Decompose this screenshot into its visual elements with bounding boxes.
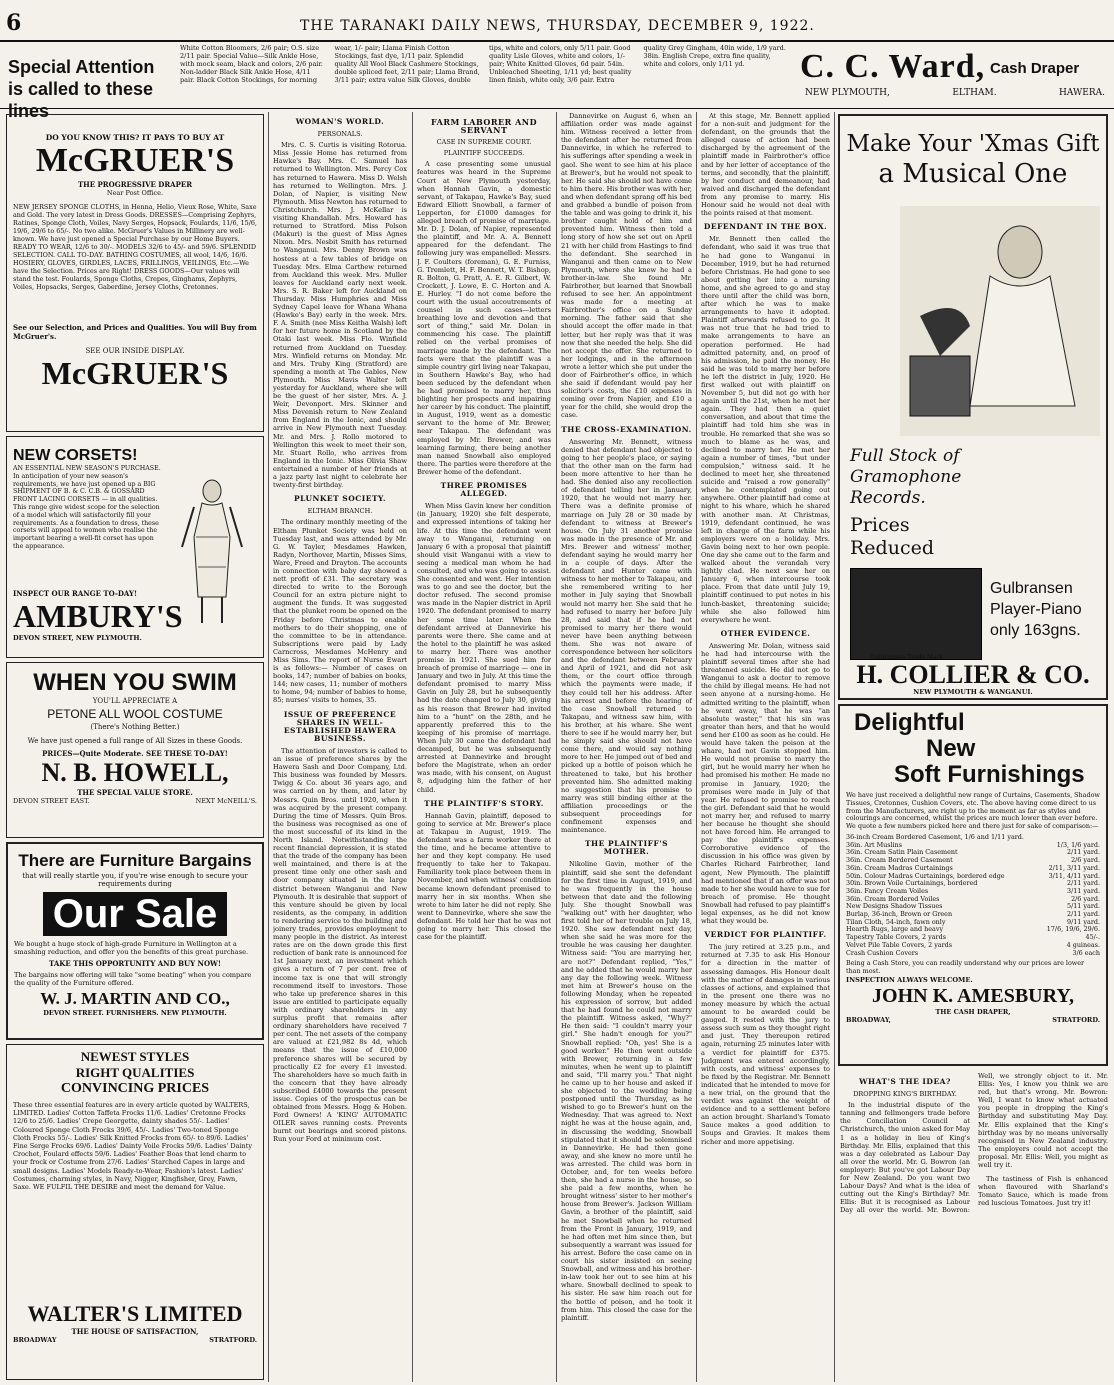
prices-line: Prices (850, 514, 910, 536)
corsets-body: AN ESSENTIAL NEW SEASON'S PURCHASE. In anticipation of your new season's requirements, we have just opened up a BIG SHIPMENT OF B. & C. C.B. & GOSSARD FRONT LACING CORSETS — in all qualities. This range give widest scope for the selection of a model which will satisfactorily fill your requirements. As a foundation to dress, these corsets will appeal to women who realise the important bearing a well-fit corset has upon the appearance. (13, 465, 161, 550)
ward-tagline: Cash Draper (990, 60, 1080, 77)
furniture-headline: There are Furniture Bargains (18, 851, 252, 870)
defendant-headline: DEFENDANT IN THE BOX. (703, 222, 828, 232)
banner-price-list: White Cotton Bloomers, 2/6 pair; O.S. size 2/11 pair. Special Value—Silk Ankle Hose, with mock seam, black and colors, 2/6 pair. Non-ladder Black Silk Ankle Hose, 4/11 pair. Black Cotton Stockings, for morning wear, 1/- pair; Llama Finish Cotton Stockings, fast dye, 1/11 pair. Splendid quality All Wool Black Cashmere Stockings, double spliced feet, 2/11 pair; Llama Brand, 3/11 pair; extra value Silk Gloves, double tips, white and colors, only 5/11 pair. Good quality Lisle Gloves, white and colors, 1/- pair; White Knitted Gloves, 6d pair. 54in. Unbleached Sheeting, 1/11 yd; best quality linen finish, white only, 3/6 pair. Extra quality Grey Gingham, 40in wide, 1/9 yard. 38in. English Crepe, extra fine quality, white and colors, only 1/11 yd. (180, 44, 786, 84)
howell-name: N. B. HOWELL, (41, 758, 229, 787)
plaintiff-story-body: Hannah Gavin, plaintiff, deposed to going to service at Mr. Brewer's place at Takapau in August, 1919. The defendant was a farm worker there at the time, and he became attentive to her and they kept company. He used frequently to take her to Takapau. Familiarity took place between them in November, and when witness' condition became known defendant promised to marry her in six months. When she wrote to him later he did not reply. She went to Dannevirke, where she saw the defendant. He told her that he was not going to marry her. This closed the case for the plaintiff. (417, 811, 551, 942)
mcgruer-name-footer: McGRUER'S (41, 355, 229, 391)
price-list-cell: Crash Cushion Covers (846, 948, 919, 957)
furniture-sub: that will really startle you, if you're wise enough to secure your requirements during (22, 872, 248, 888)
amesbury-tagline: THE CASH DRAPER, (935, 1007, 1011, 1016)
price-list-cell: 36in. Cream Satin Plain Casement (846, 848, 958, 857)
price-list-row (846, 950, 1100, 958)
price-list-cell: 3/6 each (1072, 948, 1100, 957)
ward-location: ELTHAM. (952, 88, 997, 98)
price-list-cell: 45/-. (1085, 933, 1100, 942)
column-whats-the-idea (840, 1072, 1108, 1378)
walters-body: These three essential features are in every article quoted by WALTERS, LIMITED. Ladies' Cotton Taffeta Frocks 11/6. Ladies' Cretonne Frocks 12/6 to 25/6. Ladies' Crepe Georgette, dainty shades 55/-. Ladies' Coloured Sponge Cloth Frocks 39/6, 45/-. Ladies' Two-toned Sponge Cloth Frocks 55/-. Ladies' Silk Knitted Frocks from 65/- to 89/6. Ladies' Fine Serge Frocks 69/6. Ladies' Dainty Voile Frocks 59/6. Ladies' Dainty Crochet, Foulard effects 59/6. Ladies' Feather Boas that lend charm to your frock or Costume from 27/6. Ladies' Starched Capes in large and small designs. Ladies' Models Ready-to-Wear, Fashion's latest. Ladies' Costumes, charming styles, in Navy, Nigger, Kingfisher, Grey, Fawn, Saxe. WE FULFIL THE DESIRE and meet the demand for Value. (13, 1101, 253, 1192)
promises-body: When Miss Gavin knew her condition (in January, 1920) she felt desperate, and expressed intentions of taking her life. At this time the defendant went away to Wanganui, returning on January 6 with a proposal that plaintiff should visit Wanganui with a view to seeing a medical man whom he had consulted, and who was going to assist. She consented and went. Her intention was to go and see the doctor, but the doctor refused. The second promise was made in the Napier district in April 1920. The defendant promised to marry her some time later. When the defendant arrived at Dannevirke his parents were there. She came and at the hotel to the plaintiff he was asked to marry her. There was another promise in 1921. She sued him for breach of promise of marriage — one in January and two in July. At this time the defendant promised to marry Miss Gavin on July 28, but he subsequently had the date changed to July 30, giving as his reason that Brewer had invited him to a "hunt" on the 28th, and he apparently preferred this to the keeping of his promise of marriage. When July 30 came the defendant had decamped, but he was subsequently arrested at Dannevirke and brought before the Magistrate, when an order was made, with his consent, on August 8, adjudging him the father of her child. (417, 502, 551, 794)
column-court-case-cont (561, 112, 692, 1380)
price-list-cell: Hearth Rugs, large and heavy (846, 925, 944, 934)
column-court-case-end (701, 112, 830, 1380)
price-list-cell: 50in. Colour Madras Curtainings, bordered edge (846, 871, 1005, 880)
collier-location: NEW PLYMOUTH & WANGANUI. (913, 688, 1033, 696)
our-sale-banner: Our Sale (43, 892, 228, 936)
walters-name: WALTER'S LIMITED (27, 1301, 243, 1326)
gulbransen-trademark: Gulbransen Trade Mark (870, 654, 944, 661)
gulbransen-line: Gulbransen (990, 580, 1073, 597)
gramophone-records-text (850, 446, 961, 509)
banner-headline (8, 56, 176, 122)
walters-tagline: THE HOUSE OF SATISFACTION, (71, 1327, 199, 1336)
corsets-headline: NEW CORSETS! (13, 447, 138, 464)
price-list-cell: 2/6 yard. (1071, 856, 1100, 865)
cross-exam-headline: THE CROSS-EXAMINATION. (561, 424, 692, 434)
price-list-cell: 2/11 yard. (1067, 879, 1100, 888)
prices-line: Reduced (850, 537, 934, 559)
xmas-headline-2: a Musical One (878, 159, 1068, 189)
howell-tagline: THE SPECIAL VALUE STORE. (77, 788, 193, 797)
column-rule (556, 112, 557, 1382)
furnishings-inspect: INSPECTION ALWAYS WELCOME. (846, 975, 973, 984)
furniture-body: We bought a huge stock of high-grade Furniture in Wellington at a smashing reduction, and offer you the benefits of this great purchase. (14, 940, 249, 956)
price-list-cell: New Designs Shadow Tissues (846, 902, 943, 911)
promises-headline: THREE PROMISES ALLEGED. (440, 481, 528, 499)
gulbransen-line: only 163gns. (990, 622, 1081, 639)
ward-locations (805, 88, 1105, 98)
mcgruer-question: DO YOU KNOW THIS? IT PAYS TO BUY AT (45, 133, 225, 142)
column-court-case (417, 112, 551, 1380)
price-list-cell: 36in. Fancy Cream Voiles (846, 886, 929, 895)
amburys-advert (6, 436, 264, 658)
collier-music-advert (838, 114, 1108, 700)
amesbury-location: STRATFORD. (1052, 1015, 1100, 1024)
banner-rule (0, 108, 1114, 109)
personals-body: Mrs. C. S. Curtis is visiting Rotorua. Miss Jessie Home has returned from Hawke's Bay. Mrs. C. Samuel has returned to Wellington. Mrs. Percy Cox has returned to Hawera. Miss D. Welsh has returned to Wellington. Mrs. J. Dolan, of Napier, is visiting New Plymouth. Miss Newton has returned to Christchurch. Mrs. J. McKellar is visiting Khandallah. Mrs. Howard has returned to Stratford. Miss Polson (Makuri) is the guest of Miss Agnes Nixon. Mrs. Nesbit Smith has returned to Wanganui. Mrs. Denny Brown was hostess at a few tables of bridge on Tuesday. Mrs. Elma Carthew returned from Auckland this week. Mrs. Muller leaves for Auckland early next week. Mrs. S. R. Baker left for Auckland on Thursday. Miss Humphries and Miss Sydney Capel leave for Whana Whana (Hawke's Bay) early in the week. Mrs. F. A. Smith (nee Miss Keitha Walsh) left for her future home in Scotland by the Otaki last week. Miss Flo. Winfield returned from Auckland on Tuesday. Mrs. Winfield returns on Monday. Mr. and Mrs. Truby King (Stratford) are spending a month at The Gables, New Plymouth. Miss Mavis Walter left yesterday for Auckland, where she will be the guest of her sister, Mrs. A. J. Weir, Devonport. Mrs. Skinner and Miss Devenish return to New Zealand from England in the Ionic, and should arrive in New Plymouth next Tuesday. Mr. and Mrs. J. Rollo motored to Wellington this week to meet their son, Mr. Stuart Rollo, who arrives from England in the Ionic. Miss Olivia Shaw entertained a number of her friends at a jazz party last night to celebrate her twenty-first birthday. (273, 141, 407, 490)
price-list-cell: 36-inch Cream Bordered Casement, 1/6 and 1/11 yard. (846, 832, 1024, 841)
ward-location: NEW PLYMOUTH, (805, 88, 890, 98)
price-list-cell: 30in. Brown Voile Curtainings, bordered (846, 879, 978, 888)
fish-sauce-paragraph: The tastiness of Fish is enhanced when flavoured with Sharland's Tomato Sauce, which is made from red luscious Tomatoes. Just try it! (978, 1175, 1108, 1208)
nonsuit-body: At this stage, Mr. Bennett applied for a non-suit and judgment for the defendant, on the grounds that the alleged cause of action had been discharged by the agreement of the plaintiff made in Fairbrother's office and by her letter of acceptance of the terms, and secondly, that the plaintiff, by her conduct and demeanour, had waived and discharged the defendant from any promise to marry. His Honour said he would not deal with the points raised at that moment. (701, 112, 830, 218)
court-subhead: CASE IN SUPREME COURT. (436, 138, 532, 147)
personals-subhead: PERSONALS. (317, 130, 363, 139)
shares-body: The attention of investors is called to an issue of preference shares by the Hawera Sash and Door Company, Ltd. This business was founded by Messrs. Twigg & Co. about 36 years ago, and was carried on by them, and later by Messrs. Quin Bros. until 1920, when it was acquired by the present company. During the time of Messrs. Quin Bros. the business was recognised as one of the most successful of its kind in the North Island. Notwithstanding the recent financial depression, it is stated that the trade of the company has been well maintained, and there is at the present time only one other sash and door company situated in the large district between Wanganui and New Plymouth. It is desirable that support of this venture should be given by local residents, as the company, in addition to rendering service to the building and joinery trades, provides employment to many people in the district. As interest rates are on the down grade this first reduction of bank rate is announced for 1st January next, an investment which gives a return of 7 per cent. free of income tax is one that will strongly recommend itself to investors. Those who take up preference shares in this issue are entitled to participate equally with ordinary shareholders in any surplus profit that remains after ordinary shareholders have received 7 per cent. The net assets of the company are valued at £21,982 8s 4d, which means that the issue of £10,000 preference shares will be secured by practically £2 for every £1 invested. The shareholders have so much faith in the concern that they have already subscribed £4000 towards the present issue. Copies of the prospectus can be obtained from Messrs. Hogg & Hoben. Ford Owners! A 'KING' AUTOMATIC OILER saves running costs. Prevents burnt out bearings and scored pistons. Run your Ford at minimum cost. (273, 746, 407, 1144)
xmas-full-line: Gramophone (850, 467, 962, 487)
plunket-subhead: ELTHAM BRANCH. (307, 507, 373, 516)
ward-location: HAWERA. (1059, 88, 1105, 98)
price-list-cell: 36in. Art Muslins (846, 840, 903, 849)
cross-exam-body: Answering Mr. Bennett, witness denied that defendant had objected to going to her people's place, or saying that the other man on the farm had been more attentive to her than he had. She denied also any recollection of defendant telling her in January, 1920, that he would not marry her. There was a definite promise of marriage on July 28 or 30 made by defendant to witness at Brewer's house. On July 31 another promise was made in the presence of Mr. and Mrs. Brewer and witness' mother, defendant saying he would marry her in a couple of days. After the defendant and Hunter came with witness to her mother to Takapau, and she remembered writing to her mother in July saying that Snowball would not marry her. She said that he had refused to marry her before July 28, and said that if he had not promised to marry her there would never have been anything between them. She was not aware of correspondence between her solicitors and the defendant between February and April of 1921, and did not ask them, or the court office through which the payments were made, if they could tell her his address. After his arrest and before the hearing of the case Snowball returned to Takapau, and witness saw him, with his brother, at his whare. She went there to see if he would marry her, but he simply said she should not have come there, and would say nothing more to her. He jumped out of bed and picked up a bottle of poison which he threatened to take, but his brother prevented him. She admitted making no suggestion that his promise to marry was still binding either at the affiliation proceedings or the subsequent proceedings for confinement expenses and maintenance. (561, 437, 692, 835)
price-list-cell: 2/11 yard. (1067, 848, 1100, 857)
mother-body: Nikoline Gavin, mother of the plaintiff, said she sent the defendant for the first time in August, 1919, and he was frequently in the house between that date and the following July. She thought Snowball was "walking out" with her daughter, who first told her of her trouble on July 18, 1920. She saw defendant next day, when she said he was more for the trouble he was causing her daughter. Witness said: "You are marrying her, are not?" Defendant replied, "Yes," and he added that he would marry her any day the following week. Witness met him at Brewer's house on the following Monday, when he repeated his expression of sorrow, but added that he had found he could not marry the plaintiff. Witness asked, "Why?" He then said: "I couldn't marry your girl." She hadn't enough for you?" Snowball replied: "Oh, yes! She is a good worker." He then went outside with Brewer, returning in a few minutes, when he went up to plaintiff and said, "I'll marry you." That night he came up to her house and asked if she objected to the wedding being postponed until the Thursday, as he wished to go to Brewer's hunt on the Wednesday. That was agreed to. Next night he was at the house again, and, in discussing the wedding, Snowball stipulated that it should be solemnised in Dannevirke. He had then gone away, and she knew no more until he was arrested. The child was born in October, and, for ten weeks before then, she had a nurse in the house, so she paid a few months, when he brought witness' sister to her mother's house from Brewer's. Jackson William Gavin, a brother of the plaintiff, said he met Snowball when he returned from the Front in January, 1919, and he had often met him since then, but subsequently a warrant was issued for his arrest. Before the case came on in court his sister insisted on seeing Snowball, and witness and his brother-in-law took her out to see him at his whare. Snowball declined to speak to his sister. He saw him reach out for the bottle of poison, and he took it from him. This closed the case for the plaintiff. (561, 860, 692, 1322)
furnishings-headline-2: New (926, 735, 976, 762)
court-subhead-2: PLAINTIFF SUCCEEDS. (443, 149, 525, 158)
plunket-body: The ordinary monthly meeting of the Eltham Plunket Society was held on Tuesday last, and was attended by Mr. G. W. Tayler, Mesdames Hawken, Radyn, Northover, Martin, Misses Sims, Ware, Freed and Drayton. The accounts in connection with baby day showed a nett profit of £31. The secretary was directed to write to the Borough Council for an extra picture night to augment the funds. It was suggested that the plunket room be opened on the Friday before Christmas to enable mothers to do their shopping, one of the committee to be in attendance. Subscriptions were paid by Lady Carncross, Mesdames McHenry and Miss Sims. The report of Nurse Ewart is as follows:— Number of cases on books, 147; number of babies on books, 144; new cases, 11; number of mothers to home, 94; number of babies to home, 85; nurses' visits to homes, 35. (273, 518, 407, 705)
furnishings-headline-1: Delightful (854, 709, 965, 736)
furnishings-price-list (846, 834, 1100, 957)
mcgruer-display: SEE OUR INSIDE DISPLAY. (85, 347, 185, 355)
price-list-cell: 1/3, 1/6 yard. (1056, 840, 1100, 849)
banner-line-2: is called to these lines (8, 79, 154, 121)
gulbransen-text (990, 578, 1105, 641)
mcgruer-location: Near Post Office. (106, 189, 164, 197)
ward-store-name: C. C. Ward, (800, 48, 986, 85)
walters-head-3: CONVINCING PRICES (60, 1081, 210, 1096)
howell-locations (13, 797, 257, 805)
price-list-cell: Tilan Cloth, 54-inch, fawn only (846, 917, 946, 926)
swim-headline: WHEN YOU SWIM (33, 669, 237, 696)
mcgruer-body: NEW JERSEY SPONGE CLOTHS, in Henna, Helio, Vieux Rose, White, Saxe and Gold. The very latest in Dress Goods. DRESSES—Comprising Zephyrs, Ratines, Sponge Cloth, Voiles, Navy Serges, Hopsack, Foulards, 11/6, 15/6, 19/6, 29/6 to 65/-. No two alike. McGruer's Values in Millinery are well-known. We have just opened a Special Purchase by our Home Buyers. READY TO WEAR, 12/6 to 30/-. MODELS 32/6 to 45/- and 59/6. SPLENDID SELECTION. CALL TO-DAY. BATHING COSTUMES, all wool, 14/6, 16/6. HOSIERY, GLOVES, GIRDLES, LACES, FRILLINGS, VEILINGS, Etc.—We have the Selection. Prices are Right! DRESS GOODS—Our values will stand the test. Foulards, Sponge Cloths, Crepes, Ginghams, Zephyrs, Voiles, Hopsacks, Serges, Gaberdine, Jersey Cloths, Cretonnes. (13, 203, 257, 291)
player-piano-illustration (850, 568, 982, 660)
martin-furniture-advert (6, 842, 264, 1040)
column-womans-world (273, 112, 407, 1380)
banner-line-1: Special Attention (8, 57, 155, 77)
court-cont-body: Dannevirke on August 6, when an affiliation order was made against him. Witness received a letter from the defendant after he returned from Dannevirke, in which he referred to his sufferings after spending a week in gaol. She went to see him at his place at Brewer's, but he would not speak to her. He said she should not have come to him there. His brother was with her, and when defendant sprang off his bed and grabbed a bundle of poison from the table and was going to drink it, his brother caught hold of him and prevented him. Witness then told a long story of how she set out on April 21 with her child from Hastings to find the defendant. She searched in Wanganui and then came on to New Plymouth, where she knew he had a brother-in-law. She found Mr. Fairbrother, but learned that Snowball refused to see her. An appointment was made for a meeting at Fairbrother's office on a Sunday morning. The father said that she should accept the offer made in that letter, but her reply was that it was now that she needed the help. She did not accept the offer. She returned to her lodgings, and in the afternoon wrote a letter which she put under the door of Fairbrother's office, in which she said if defendant would pay her solicitor's costs, the £10 expenses in coming over from Napier, and £10 a year for the child, she would drop the case. (561, 112, 692, 420)
howell-location: DEVON STREET EAST. (13, 797, 90, 805)
ambury-location: DEVON STREET, NEW PLYMOUTH. (13, 634, 142, 642)
price-list-cell: 17/6, 19/6, 29/6. (1046, 925, 1100, 934)
defendant-body: Mr. Bennett then called the defendant, who said it was true that he had gone to Wanganui in December, 1919, but he had returned before Christmas. He had gone to see about getting her into a nursing home, and she agreed to go and stay there until after the child was born, after which he was to make arrangements to have it adopted. Plaintiff afterwards refused to go. It was not true that he had tried to make arrangements to have an operation performed. He had admitted paternity, and, on proof of his admission, he paid the money. He said he was told to marry her before he left the district in July, 1920. He first walked out with plaintiff on November 5, but did not go with her again until the 21st, when he met her again. They had then a quiet conversation, and about that time the plaintiff had told him she was in trouble. He remarked that she was so much to blame as he was, and declined to marry her. He met her again a number of times, "but under compulsion," witness said. It he declined to meet her, she threatened suicide and "raised a row generally" when he contemplated going out anywhere. Other plaintiff had come at night to his whare, which he shared with another man. At Christmas, 1919, defendant continued, he was left in charge of the farm while his employers were on a holiday. Mrs. Gavin being next to her own people. One day she came out to the farm and walked about the verandah very lightly clad. He next saw her on January 6, when intercourse took place. From that date until July 19, plaintiff continued to put notes in his lunch-basket, threatening suicide; while she also followed him everywhere he went. (701, 235, 830, 624)
swim-body: We have just opened a full range of All Sizes in these Goods. (27, 737, 243, 745)
column-rule (834, 112, 835, 1382)
swim-costume: PETONE ALL WOOL COSTUME (47, 707, 223, 721)
walters-head-2: RIGHT QUALITIES (75, 1065, 195, 1080)
walters-advert (6, 1044, 264, 1380)
other-evidence-headline: OTHER EVIDENCE. (720, 628, 811, 638)
page-number: 6 (6, 10, 22, 36)
court-headline: FARM LABORER AND SERVANT (430, 117, 538, 136)
plunket-headline: PLUNKET SOCIETY. (293, 494, 387, 504)
mcgruer-tagline: THE PROGRESSIVE DRAPER (77, 180, 193, 189)
howell-location: NEXT McNEILL'S. (195, 797, 257, 805)
newspaper-masthead: THE TARANAKI DAILY NEWS, THURSDAY, DECEMBER 9, 1922. (300, 18, 815, 34)
walters-head-1: NEWEST STYLES (80, 1049, 190, 1064)
prices-reduced-text (850, 514, 934, 560)
price-list-cell: 36in. Cream Bordered Voiles (846, 894, 940, 903)
price-list-cell: 36in. Cream Madras Curtainings (846, 863, 953, 872)
swim-sub: YOU'LL APPRECIATE A (92, 697, 178, 705)
price-list-cell: 3/11 yard. (1067, 886, 1100, 895)
xmas-headline-1: Make Your 'Xmas Gift (846, 131, 1100, 157)
corset-figure-illustration (172, 477, 252, 627)
other-evidence-body: Answering Mr. Dolan, witness said he had had intercourse with the plaintiff several times after she had threatened suicide. He did not go to Wanganui to ask a doctor to remove the child by illegal means. He had not seen anyone at a nursing-home. He admitted writing to the plaintiff, when he went away, that he was "an absolute waster," that his sin was greater than hers, and that he would send her £100 as soon as he could. He would have taken the poison at the whare, had not Gavin stopped him. He would not promise to marry the girl, but he would marry her when he had promised his mother. He made no promise in January, 1920; the promises were made in July of that year. He refused to promise to reach the girl. Defendant said that he would not marry her, and refused to marry her because he thought she should not have forced him. He arranged to pay the plaintiff's expenses. Corroborative evidence of the discussion in his office was given by Charles Richard Fairbrother, land agent, New Plymouth. The plaintiff had mentioned that if an offer was not made to her she would have to sue for breach of promise. He thought Snowball had refused to pay plaintiff's legal expenses, as he did not know what they would be. (701, 641, 830, 926)
price-list-cell: Velvet Pile Table Covers, 2 yards (846, 940, 953, 949)
amesbury-locations (846, 1016, 1100, 1024)
furnishings-body: We have just received a delightful new range of Curtains, Casements, Shadow Tissues, Cretonnes, Cushion Covers, etc. The above having come direct to us from the Manufacturers, are right up to the moment as far as styles and colourings are concerned, whilst the prices are much lower than ever before. We quote a few numbers picked here and there just for sake of comparison:— (846, 791, 1100, 831)
amesbury-location: BROADWAY, (846, 1015, 891, 1024)
amesbury-furnishings-advert (838, 704, 1108, 1066)
plaintiff-story-headline: THE PLAINTIFF'S STORY. (424, 798, 544, 808)
womans-world-headline: WOMAN'S WORLD. (295, 117, 385, 126)
swim-prices: PRICES—Quite Moderate. SEE THESE TO-DAY! (42, 749, 228, 758)
idea-body: In the industrial dispute of the tanning and fellmongers trade before the Conciliation Council at Christchurch, the union asked for May 1 as a holiday in lieu of King's Birthday. Mr. Ellis, explained that this was a day celebrated as Labour Day all over the world. Mr. G. Bowron (an employer): But you've got Labour Day for New Zealand. Do you want two Labour Days? And what is the idea of cutting out the King's Birthday? Mr. Ellis: But it is recognised as Labour Day all over the world. Mr. Bowron: Well, we strongly object to it. Mr. Ellis: Yes, I know you think we are red, but that's wrong. Mr. Bowron: Well, I want to know what actuated you people in dropping the King's Birthday and substituting May Day. Mr. Ellis explained that the King's birthday was by no means universally recognised in New Zealand industry. The employers could not accept the proposal. Mr. Ellis: Well, you might as well try it. (840, 1072, 1108, 1215)
amesbury-name: JOHN K. AMESBURY, (872, 984, 1074, 1007)
price-list-cell: 5/11 yard. (1067, 902, 1100, 911)
ambury-name: AMBURY'S (13, 598, 183, 634)
woman-with-gramophone-illustration (900, 206, 1100, 436)
masthead-rule (0, 40, 1114, 42)
martin-location: DEVON STREET. FURNISHERS. NEW PLYMOUTH. (43, 1009, 227, 1017)
shares-headline: ISSUE OF PREFERENCE SHARES IN WELL-ESTABLISHED HAWERA BUSINESS. (283, 709, 397, 743)
walters-locations (13, 1336, 257, 1344)
column-rule (696, 112, 697, 1382)
price-list-cell: 2/11 yard. (1067, 910, 1100, 919)
idea-headline: WHAT'S THE IDEA? (859, 1077, 951, 1086)
walters-location: STRATFORD. (209, 1336, 257, 1344)
furnishings-headline-3: Soft Furnishings (894, 761, 1085, 788)
howell-advert (6, 662, 264, 838)
furniture-body-2: The bargains now offering will take "some beating" when you compare the quality of the Furniture offered. (14, 971, 252, 987)
price-list-cell: 2/6 yard. (1071, 894, 1100, 903)
mcgruer-name: McGRUER'S (35, 142, 235, 179)
corsets-inspect: INSPECT OUR RANGE TO-DAY! (13, 589, 138, 598)
mcgruers-advert (6, 114, 264, 432)
verdict-headline: VERDICT FOR PLAINTIFF. (704, 930, 827, 940)
swim-better: (There's Nothing Better.) (90, 723, 180, 731)
idea-subhead: DROPPING KING'S BIRTHDAY. (853, 1090, 957, 1099)
mother-headline: THE PLAINTIFF'S MOTHER. (584, 839, 669, 857)
xmas-full-line: Records. (850, 488, 926, 508)
price-list-cell: 2/11, 3/11 yard. (1048, 863, 1100, 872)
price-list-cell: Tapestry Table Covers, 2 yards (846, 933, 946, 942)
collier-name: H. COLLIER & CO. (856, 660, 1090, 689)
furniture-take: TAKE THIS OPPORTUNITY AND BUY NOW! (49, 959, 221, 968)
court-body: A case presenting some unusual features was heard in the Supreme Court at New Plymouth yesterday, when Hannah Gavin, a domestic servant, of Takapau, Hawke's Bay, sued Edward Elliott Snowball, a farmer of Lepperton, for £1000 damages for alleged breach of promise of marriage. Mr. D. J. Dolan, of Napier, represented the plaintiff, and Mr. A. A. Bennett appeared for the defendant. The following jury was empanelled: Messrs. J. F. Coulters (foreman), G. E. Furniss, G. Tremlett, H. F. Bennett, W. T. Bishop, R. Bolton, G. Pratt, A. E. R. Gilbert, W. Crockett, J. Lowe, E. C. Horton and A. E. Hurley. "I do not come before the court with the usual accoutrements of counsel in such cases—letters breathing love and devotion and that sort of thing," said Mr. Dolan in commencing his case. The plaintiff relied on the verbal promises of marriage made by the defendant. The facts were that the plaintiff was a simple country girl living near Takapau, in Southern Hawke's Bay, who had been seduced by the defendant when he had promised to marry her, thus blighting her prospects and impairing her career by his conduct. The plaintiff, in August, 1919, went as a domestic servant to the home of Mr. Brewer, near Takapau. The defendant was employed by Mr. Brewer, and was learning farming, there being another man named Snowball also employed there. The parties were therefore at the Brewer home of the defendant. (417, 160, 551, 476)
furnishings-body-2: Being a Cash Store, you can readily understand why our prices are lower than most. (846, 959, 1085, 976)
martin-name: W. J. MARTIN AND CO., (40, 989, 230, 1008)
price-list-cell: 3/11, 4/11 yard. (1048, 871, 1100, 880)
gulbransen-line: Player-Piano (990, 601, 1082, 618)
price-list-cell: 4 guineas. (1066, 940, 1100, 949)
price-list-cell: 36in. Cream Bordered Casement (846, 856, 953, 865)
column-rule (268, 112, 269, 1382)
price-list-cell: 9/11 yard. (1067, 917, 1100, 926)
verdict-body: The jury retired at 3.25 p.m., and returned at 7.35 to ask His Honour for a direction in the matter of assessing damages. His Honour dealt with the matter of damages in various classes of actions, and explained that in the present one there was no money measure by which the actual amount to be awarded could be gauged. It rested with the jury to assess such sum as they thought right and just. They thereupon retired again, returning 25 minutes later with a verdict for plaintiff for £375. Judgment was entered accordingly, with costs, and witness' expenses to be fixed by the Registrar. Mr. Bennett indicated that he intended to move for a new trial, on the ground that the verdict was against the weight of evidence and to a settlement before an action brought. Sharland's Tomato Sauce makes a good addition to Soups and Gravies. It makes them richer and more appetising. (701, 943, 830, 1146)
column-rule (412, 112, 413, 1382)
price-list-cell: Burlap, 36-inch, Brown or Green (846, 910, 953, 919)
walters-location: BROADWAY (13, 1336, 57, 1344)
xmas-full-line: Full Stock of (850, 446, 960, 466)
mcgruer-see: See our Selection, and Prices and Qualities. You will Buy from McGruer's. (13, 323, 257, 341)
